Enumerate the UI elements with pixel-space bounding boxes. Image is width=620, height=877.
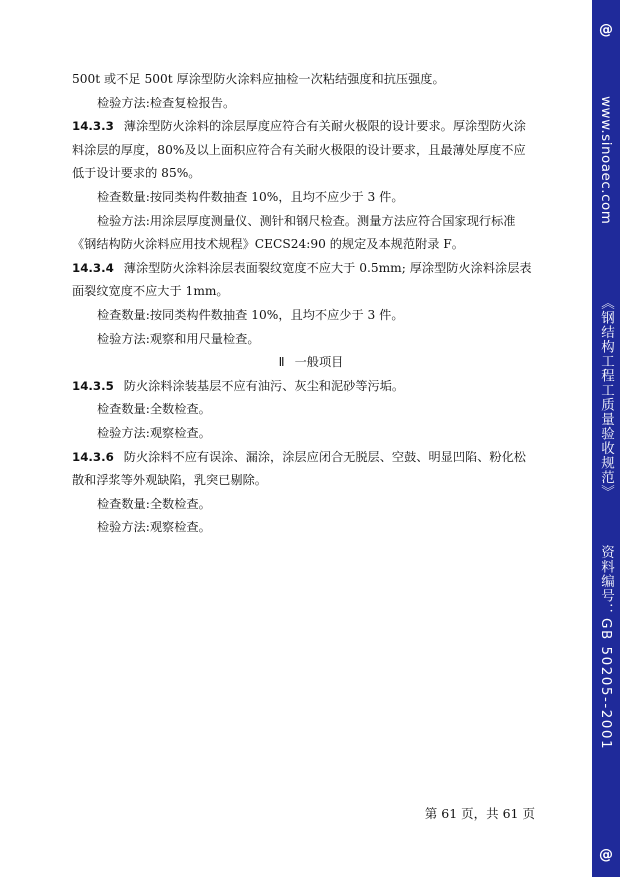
inspection-quantity: 检查数量:按同类构件数抽查 10%，且均不应少于 3 件。	[97, 307, 404, 322]
clause-text: 防火涂料不应有误涂、漏涂，涂层应闭合无脱层、空鼓、明显凹陷、粉化松	[123, 449, 526, 464]
page-number: 第 61 页，共 61 页	[424, 806, 535, 821]
at-sign-icon: @	[599, 847, 613, 863]
inspection-method: 检验方法:观察检查。	[97, 425, 211, 440]
sidebar-document-title: 《钢结构工程工质量验收规范》	[598, 296, 614, 499]
section-title: 一般项目	[294, 355, 344, 370]
watermark-sidebar	[592, 0, 620, 877]
clause-text-line: 散和浮浆等外观缺陷，乳突已剔除。	[72, 473, 267, 488]
at-sign-icon: @	[599, 22, 613, 38]
clause-number: 14.3.6	[72, 449, 114, 464]
inspection-method: 检验方法:检查复检报告。	[97, 95, 236, 110]
section-heading	[72, 351, 550, 375]
clause-number: 14.3.5	[72, 378, 114, 393]
clause-text-line: 低于设计要求的 85%。	[72, 166, 201, 181]
clause-number: 14.3.4	[72, 260, 114, 275]
clause-text-line: 面裂纹宽度不应大于 1mm。	[72, 284, 229, 299]
clause-14-3-6	[72, 446, 550, 470]
code-value: GB 50205--2001	[598, 617, 614, 750]
section-numeral: Ⅱ	[278, 355, 285, 370]
clause-14-3-3	[72, 115, 550, 139]
inspection-method: 检验方法:观察检查。	[97, 520, 211, 535]
code-label: 资料编号：	[598, 545, 614, 618]
document-body	[72, 68, 550, 540]
inspection-method: 检验方法:用涂层厚度测量仪、测针和钢尺检查。测量方法应符合国家现行标准	[97, 213, 516, 228]
inspection-quantity: 检查数量:按同类构件数抽查 10%，且均不应少于 3 件。	[97, 189, 404, 204]
inspection-method: 检验方法:观察和用尺量检查。	[97, 331, 260, 346]
clause-number: 14.3.3	[72, 119, 114, 134]
paragraph-continuation: 500t 或不足 500t 厚涂型防火涂料应抽检一次粘结强度和抗压强度。	[72, 72, 445, 86]
clause-text: 防火涂料涂装基层不应有油污、灰尘和泥砂等污垢。	[123, 378, 405, 393]
sidebar-document-code	[592, 545, 620, 750]
clause-text: 薄涂型防火涂料的涂层厚度应符合有关耐火极限的设计要求。厚涂型防火涂	[123, 119, 526, 134]
inspection-quantity: 检查数量:全数检查。	[97, 402, 211, 417]
sidebar-website-link[interactable]: www.sinoaec.com	[598, 96, 614, 225]
inspection-method-line: 《钢结构防火涂料应用技术规程》CECS24:90 的规定及本规范附录 F。	[72, 237, 464, 252]
page-footer	[0, 804, 592, 822]
clause-14-3-5	[72, 375, 550, 399]
clause-14-3-4	[72, 257, 550, 281]
clause-text-line: 料涂层的厚度，80%及以上面积应符合有关耐火极限的设计要求，且最薄处厚度不应	[72, 142, 526, 157]
clause-text: 薄涂型防火涂料涂层表面裂纹宽度不应大于 0.5mm; 厚涂型防火涂料涂层表	[123, 260, 532, 275]
inspection-quantity: 检查数量:全数检查。	[97, 496, 211, 511]
